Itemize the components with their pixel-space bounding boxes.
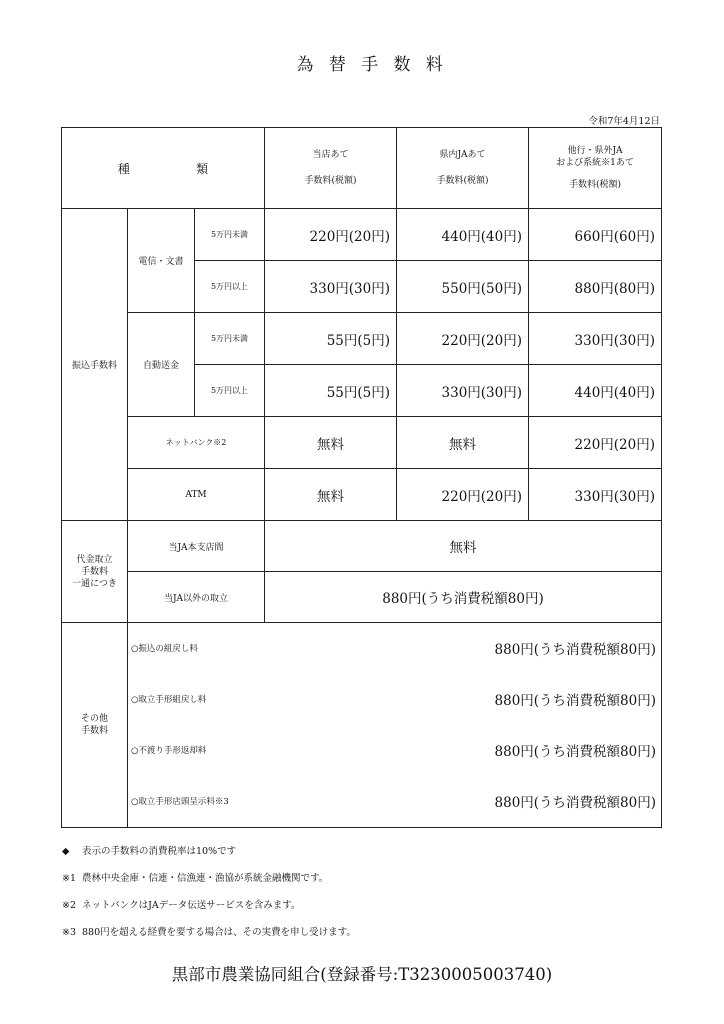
list-item [128,623,661,674]
own-branches-label: 当JA本支店間 [128,521,265,572]
header-kind: 種 類 [62,128,265,209]
diamond-icon: ◆ [62,846,70,857]
header-other-banks: 他行・県外JA および系統※1あて 手数料(税額) [529,128,662,209]
other-fee-label: その他 手数料 [62,623,128,828]
list-item [128,725,661,776]
fee-value: 55円(5円) [265,313,397,365]
other-fee-list [128,623,662,828]
other-collection-label: 当JA以外の取立 [128,572,265,623]
table-row [62,417,662,469]
fee-value: 880円(うち消費税額80円) [494,693,656,709]
organization-footer: 黒部市農業協同組合(登録番号:T3230005003740) [171,965,553,984]
fee-value: 880円(80円) [529,261,662,313]
note-item: ◆ 表示の手数料の消費税率は10%です [62,838,356,865]
fee-value: 無料 [397,417,529,469]
auto-remit-label: 自動送金 [128,313,195,417]
table-row [62,313,662,365]
atm-label: ATM [128,469,265,521]
list-item [128,776,661,827]
fee-value: 220円(20円) [265,209,397,261]
fee-value: 880円(うち消費税額80円) [494,795,656,811]
list-item [128,674,661,725]
fee-value: 880円(うち消費税額80円) [265,572,662,623]
other-item-label: ○取立手形組戻し料 [131,695,207,705]
header-own-branch: 当店あて 手数料(税額) [265,128,397,209]
notes [62,838,356,946]
note-item: ※1 農林中央金庫・信連・信漁連・漁協が系統金融機関です。 [62,873,329,884]
issue-date: 令和7年4月12日 [588,116,660,127]
other-item-label: ○振込の組戻し料 [131,644,198,654]
fee-value: 660円(60円) [529,209,662,261]
fee-value: 無料 [265,521,662,572]
fee-table [61,127,662,828]
fee-value: 220円(20円) [397,313,529,365]
other-item-label: ○取立手形店頭呈示料※3 [131,797,229,807]
fee-value: 330円(30円) [529,313,662,365]
fee-value: 220円(20円) [397,469,529,521]
fee-value: 無料 [265,417,397,469]
note-item: ※2 ネットバンクはJAデータ伝送サービスを含みます。 [62,900,301,911]
amount-under-50k: 5万円未満 [195,313,265,365]
amount-over-50k: 5万円以上 [195,365,265,417]
table-row [62,572,662,623]
table-row [62,469,662,521]
fee-value: 330円(30円) [529,469,662,521]
fee-value: 440円(40円) [529,365,662,417]
note-item: ※3 880円を超える経費を要する場合は、その実費を申し受けます。 [62,927,356,938]
page-title: 為替手数料 [296,55,459,75]
fee-value: 880円(うち消費税額80円) [494,642,656,658]
fee-value: 無料 [265,469,397,521]
fee-value: 880円(うち消費税額80円) [494,744,656,760]
other-item-label: ○不渡り手形返却料 [131,746,207,756]
fee-value: 55円(5円) [265,365,397,417]
transfer-fee-label: 振込手数料 [62,209,128,521]
collection-fee-label: 代金取立 手数料 一通につき [62,521,128,623]
table-row [62,521,662,572]
fee-value: 550円(50円) [397,261,529,313]
fee-value: 220円(20円) [529,417,662,469]
header-prefecture-ja: 県内JAあて 手数料(税額) [397,128,529,209]
fee-value: 440円(40円) [397,209,529,261]
table-row [62,623,662,828]
wire-doc-label: 電信・文書 [128,209,195,313]
amount-over-50k: 5万円以上 [195,261,265,313]
table-row [62,209,662,261]
amount-under-50k: 5万円未満 [195,209,265,261]
netbank-label: ネットバンク※2 [128,417,265,469]
fee-value: 330円(30円) [397,365,529,417]
header-row [62,128,662,209]
fee-value: 330円(30円) [265,261,397,313]
